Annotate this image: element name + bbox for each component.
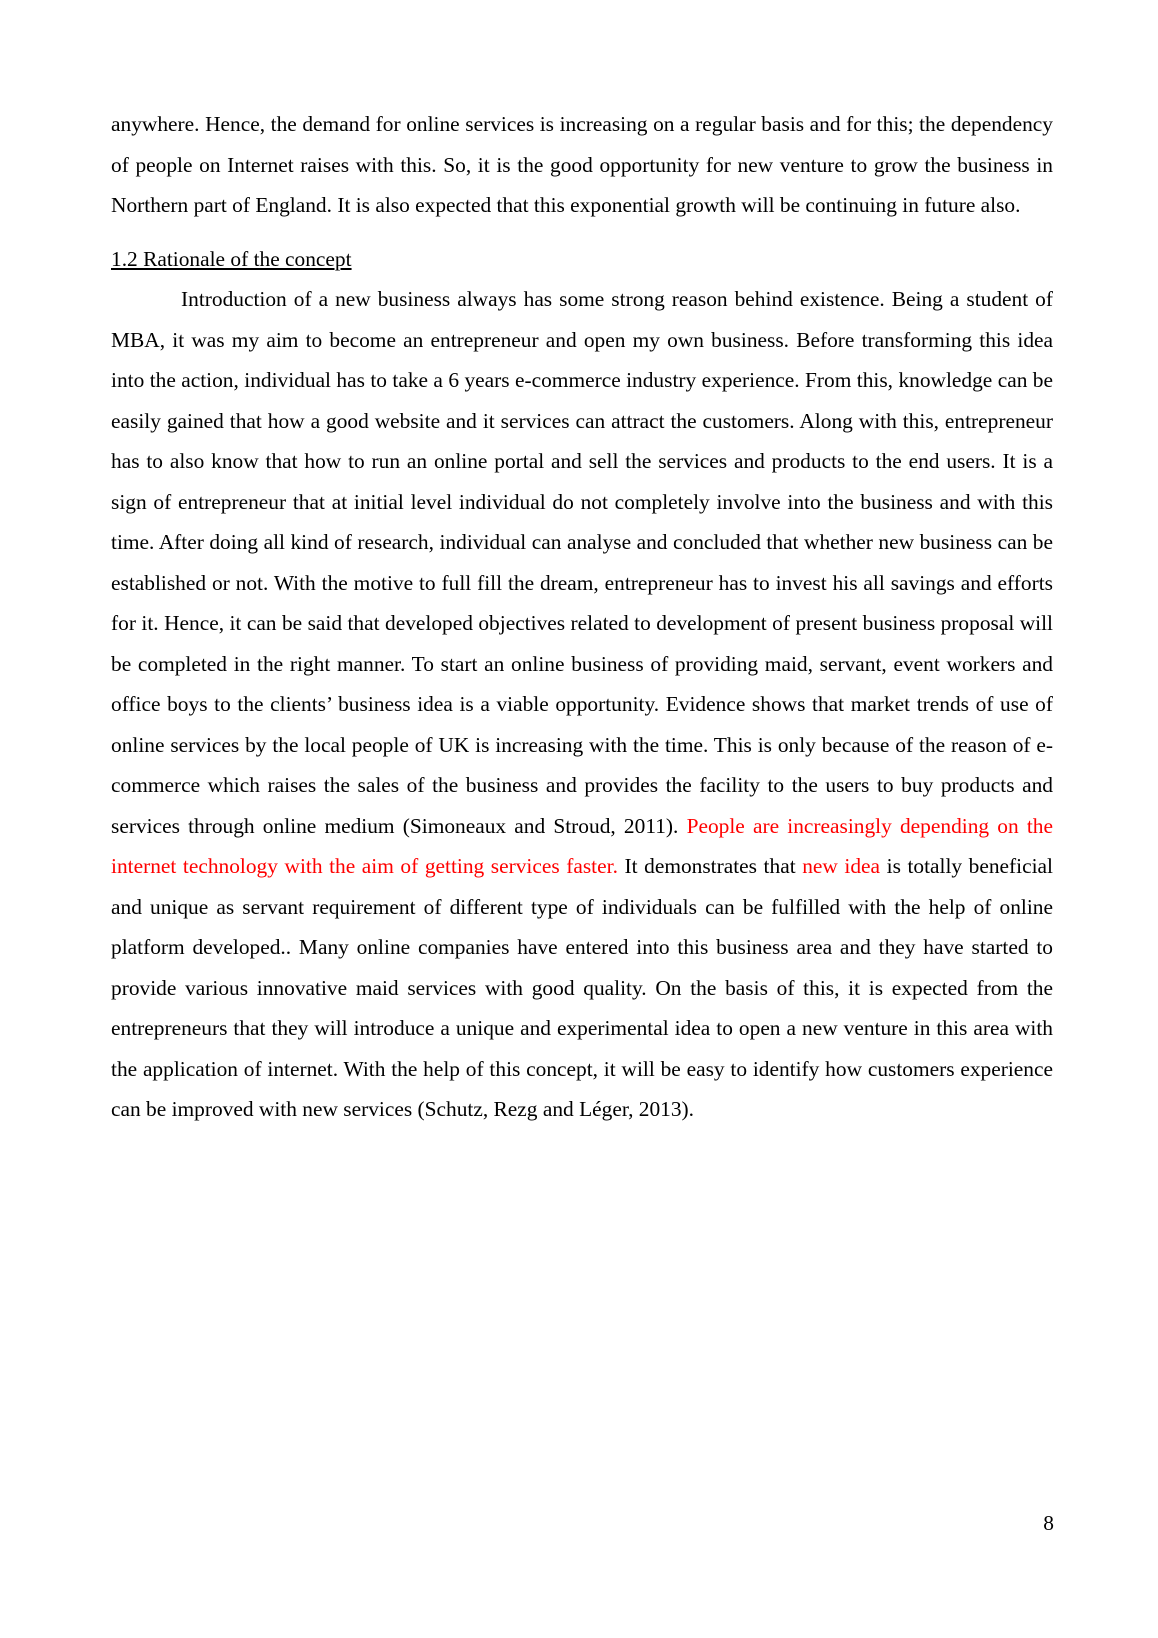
body-paragraph (111, 279, 1053, 1130)
body-text-part2: It demonstrates that (624, 854, 796, 878)
body-text-part3: is totally beneficial and unique as servant requirement of different type of individuals can be fulfilled with the help of online platform developed.. Many online companies have entered into this business area and they have started to provide various innovative maid services with good quality. On the basis of this, it is expected from the entrepreneurs that they will introduce a unique and experimental idea to open a new venture in this area with the application of internet. With the help of this concept, it will be easy to identify how customers experience can be improved with new services (Schutz, Rezg and Léger, 2013). (111, 854, 1053, 1121)
body-text-part1: Introduction of a new business always has some strong reason behind existence. Being a student of MBA, it was my aim to become an entrepreneur and open my own business. Before transforming this idea into the action, individual has to take a 6 years e-commerce industry experience. From this, knowledge can be easily gained that how a good website and it services can attract the customers. Along with this, entrepreneur has to also know that how to run an online portal and sell the services and products to the end users. It is a sign of entrepreneur that at initial level individual do not completely involve into the business and with this time. After doing all kind of research, individual can analyse and concluded that whether new business can be established or not. With the motive to full fill the dream, entrepreneur has to invest his all savings and efforts for it. Hence, it can be said that developed objectives related to development of present business proposal will be completed in the right manner. To start an online business of providing maid, servant, event workers and office boys to the clients’ business idea is a viable opportunity. Evidence shows that market trends of use of online services by the local people of UK is increasing with the time. This is only because of the reason of e-commerce which raises the sales of the business and provides the facility to the users to buy products and services through online medium (Simoneaux and Stroud, 2011). (111, 287, 1053, 838)
highlighted-sentence: People are increasingly depending on the internet technology with the aim of getting services faster. (111, 813, 1053, 878)
page-number: 8 (1043, 1511, 1054, 1535)
highlighted-phrase: new idea (802, 854, 881, 878)
section-heading: 1.2 Rationale of the concept (111, 246, 352, 271)
page-content (111, 104, 1053, 1130)
intro-paragraph: anywhere. Hence, the demand for online services is increasing on a regular basis and for this; the dependency of people on Internet raises with this. So, it is the good opportunity for new venture to grow the business in Northern part of England. It is also expected that this exponential growth will be continuing in future also. (111, 112, 1053, 217)
